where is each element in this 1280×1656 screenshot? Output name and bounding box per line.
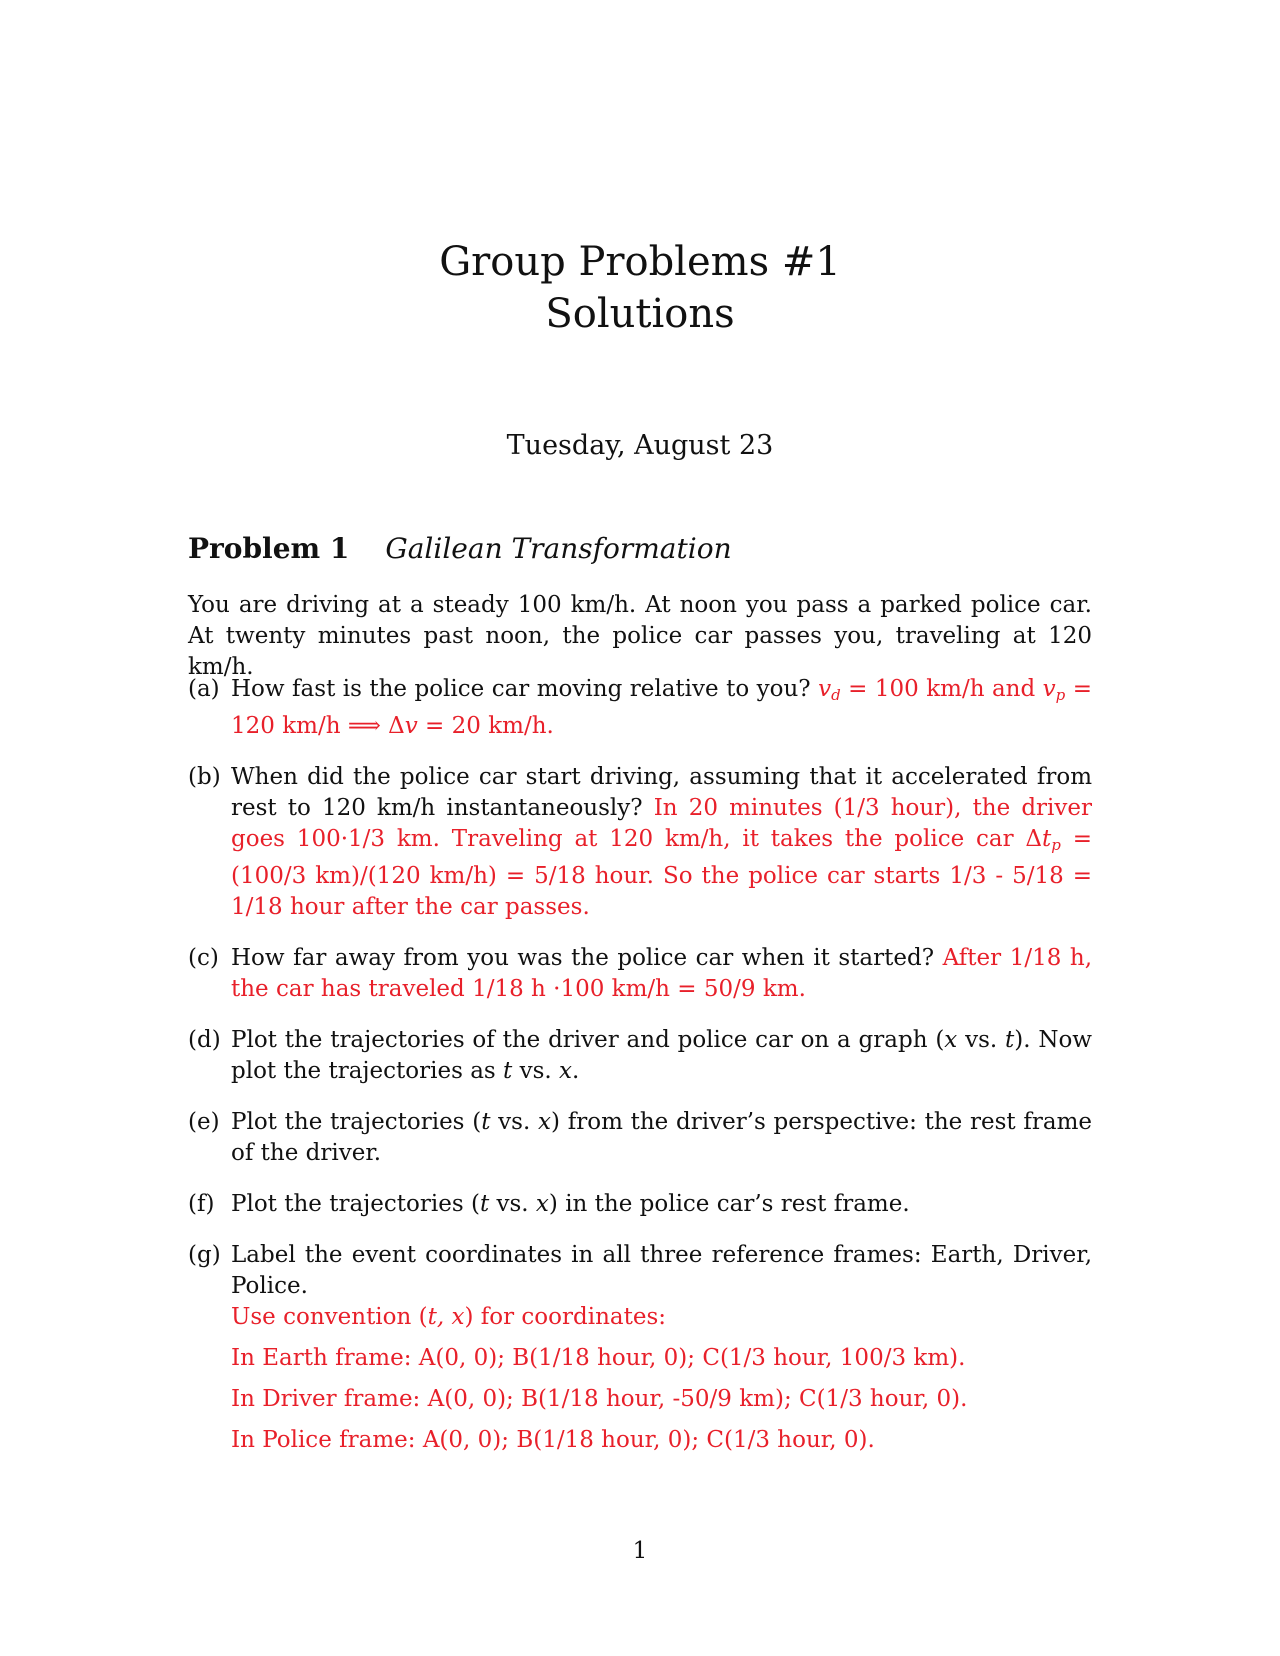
question-text: How fast is the police car moving relative to you? [231,676,811,702]
problem-label: Problem 1 [188,532,350,565]
problem-statement: You are driving at a steady 100 km/h. At noon you pass a parked police car. At twenty minutes past noon, the police car passes you, traveling at 120 km/h. [188,592,1092,680]
part-a [188,674,1092,742]
part-b [188,762,1092,923]
part-marker: (f) [188,1191,215,1217]
document-date: Tuesday, August 23 [506,430,774,461]
question-text: How far away from you was the police car when it started? [231,945,935,971]
question-text: When did the police car start driving, assuming that it accelerated from rest to 120 km/h instantaneously? [231,764,1092,821]
answer-text: After 1/18 h, the car has traveled 1/18 h ·100 km/h = 50/9 km. [231,945,1093,1002]
part-c [188,943,1092,1005]
title-line-2: Solutions [545,291,735,337]
part-marker: (g) [188,1242,221,1268]
title-line-1: Group Problems #1 [439,239,841,285]
part-f [188,1189,1092,1220]
problem-parts [188,674,1092,1476]
coordinate-convention: Use convention (t, x) for coordinates: [231,1304,666,1330]
part-marker: (a) [188,676,220,702]
driver-frame-coordinates: In Driver frame: A(0, 0); B(1/18 hour, -50/9 km); C(1/3 hour, 0). [231,1386,968,1412]
police-frame-coordinates: In Police frame: A(0, 0); B(1/18 hour, 0); C(1/3 hour, 0). [231,1427,875,1453]
part-g [188,1240,1092,1456]
page-number: 1 [632,1538,648,1564]
answer-text: In 20 minutes (1/3 hour), the driver goes 100·1/3 km. Traveling at 120 km/h, it takes the police car $\Delta t_p = (100/3$ km)/(120 km/h) = 5/18 hour. So the police car starts 1/3 - 5/18 = 1/18 hour after the car passes. [231,795,1093,920]
question-text: Plot the trajectories of the driver and police car on a graph (x vs. t). Now plot the trajectories as t vs. x. [231,1027,1092,1084]
problem-topic: Galilean Transformation [385,532,732,565]
question-text: Plot the trajectories (t vs. x) from the driver’s perspective: the rest frame of the driver. [231,1109,1092,1166]
part-e [188,1107,1092,1169]
problem-heading [188,532,732,565]
question-text: Label the event coordinates in all three reference frames: Earth, Driver, Police. [231,1242,1092,1299]
question-text: Plot the trajectories (t vs. x) in the police car’s rest frame. [231,1191,910,1217]
part-marker: (e) [188,1109,220,1135]
part-marker: (c) [188,945,219,971]
part-d [188,1025,1092,1087]
document-title [0,236,1280,340]
answer-text: $v_d = 100$ km/h and $v_p = 120$ km/h ⟹ Δv = 20 km/h. [231,676,1092,739]
earth-frame-coordinates: In Earth frame: A(0, 0); B(1/18 hour, 0); C(1/3 hour, 100/3 km). [231,1345,966,1371]
part-marker: (d) [188,1027,221,1053]
part-marker: (b) [188,764,221,790]
